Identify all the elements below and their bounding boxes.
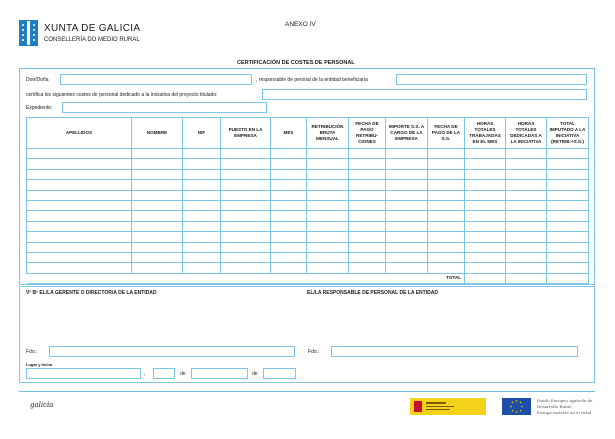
col-mes: MES — [271, 118, 307, 149]
table-cell[interactable] — [428, 180, 465, 190]
table-cell[interactable] — [307, 252, 349, 262]
table-cell[interactable] — [271, 159, 307, 169]
gerente-fdo-label: Fdo.: — [26, 349, 38, 355]
place-field[interactable] — [26, 368, 141, 379]
table-cell[interactable] — [428, 242, 465, 252]
table-cell[interactable] — [386, 200, 428, 210]
table-cell[interactable] — [428, 232, 465, 242]
table-cell[interactable] — [428, 252, 465, 262]
table-row — [27, 149, 589, 159]
table-cell[interactable] — [465, 180, 506, 190]
table-cell[interactable] — [221, 252, 271, 262]
table-cell[interactable] — [271, 190, 307, 200]
table-cell[interactable] — [271, 180, 307, 190]
table-cell[interactable] — [221, 232, 271, 242]
don-field[interactable] — [60, 74, 252, 85]
eu-flag-icon — [502, 398, 531, 415]
table-cell[interactable] — [27, 159, 132, 169]
table-cell[interactable] — [386, 169, 428, 179]
table-cell[interactable] — [386, 242, 428, 252]
table-cell[interactable] — [386, 221, 428, 231]
galicia-logo: galicia — [30, 401, 54, 409]
place-date-label: Lugar y fecha — [26, 362, 53, 367]
table-row — [27, 159, 589, 169]
table-cell[interactable] — [183, 180, 221, 190]
table-cell[interactable] — [271, 169, 307, 179]
table-row — [27, 169, 589, 179]
table-cell[interactable] — [428, 221, 465, 231]
total-label: TOTAL — [27, 273, 465, 283]
table-cell[interactable] — [428, 200, 465, 210]
table-cell[interactable] — [386, 252, 428, 262]
total-cell[interactable] — [506, 273, 547, 283]
don-label: Don/Doña — [26, 77, 49, 83]
table-cell[interactable] — [183, 190, 221, 200]
table-cell[interactable] — [465, 200, 506, 210]
table-cell[interactable] — [349, 211, 386, 221]
table-cell[interactable] — [349, 149, 386, 159]
table-cell[interactable] — [132, 190, 183, 200]
table-cell[interactable] — [307, 190, 349, 200]
table-cell[interactable] — [307, 169, 349, 179]
table-cell[interactable] — [506, 252, 547, 262]
table-cell[interactable] — [547, 263, 589, 273]
table-cell[interactable] — [547, 169, 589, 179]
table-cell[interactable] — [132, 180, 183, 190]
table-cell[interactable] — [349, 200, 386, 210]
table-cell[interactable] — [183, 159, 221, 169]
comma-label: , — [144, 371, 146, 377]
table-cell[interactable] — [183, 169, 221, 179]
table-cell[interactable] — [386, 263, 428, 273]
dept-name: CONSELLERÍA DO MEDIO RURAL — [44, 37, 140, 43]
table-cell[interactable] — [221, 180, 271, 190]
gerente-fdo-field[interactable] — [49, 346, 295, 357]
table-cell[interactable] — [27, 211, 132, 221]
responsable-fdo-label: Fdo.: — [308, 349, 320, 355]
table-cell[interactable] — [547, 232, 589, 242]
table-cell[interactable] — [386, 149, 428, 159]
annex-label: ANEXO IV — [285, 21, 316, 28]
table-cell[interactable] — [428, 169, 465, 179]
table-cell[interactable] — [271, 221, 307, 231]
table-cell[interactable] — [506, 180, 547, 190]
table-row — [27, 242, 589, 252]
total-cell[interactable] — [547, 273, 589, 283]
table-cell[interactable] — [307, 149, 349, 159]
col-horas-mes: HORAS TOTALES TRABAJADAS EN EL MES — [465, 118, 506, 149]
table-cell[interactable] — [132, 221, 183, 231]
table-cell[interactable] — [386, 190, 428, 200]
year-field[interactable] — [263, 368, 296, 379]
col-puesto: PUESTO EN LA EMPRESA — [221, 118, 271, 149]
table-cell[interactable] — [27, 252, 132, 262]
table-row — [27, 200, 589, 210]
table-cell[interactable] — [506, 200, 547, 210]
table-cell[interactable] — [349, 252, 386, 262]
table-cell[interactable] — [506, 242, 547, 252]
table-cell[interactable] — [547, 180, 589, 190]
table-cell[interactable] — [271, 149, 307, 159]
table-cell[interactable] — [506, 159, 547, 169]
table-cell[interactable] — [349, 190, 386, 200]
table-row — [27, 180, 589, 190]
table-cell[interactable] — [27, 263, 132, 273]
table-cell[interactable] — [428, 211, 465, 221]
table-cell[interactable] — [27, 200, 132, 210]
col-retribucion: RETRIBUCIÓN BRUTA MENSUAL — [307, 118, 349, 149]
responsible-label: , responsable de persoal de la entidad beneficiaria — [256, 77, 368, 83]
table-cell[interactable] — [465, 252, 506, 262]
file-field[interactable] — [62, 102, 267, 113]
table-cell[interactable] — [27, 190, 132, 200]
table-cell[interactable] — [27, 149, 132, 159]
table-cell[interactable] — [465, 263, 506, 273]
col-importe-ss: IMPORTE S.S. A CARGO DE LA EMPRESA — [386, 118, 428, 149]
table-cell[interactable] — [183, 242, 221, 252]
table-cell[interactable] — [349, 242, 386, 252]
table-cell[interactable] — [386, 232, 428, 242]
table-cell[interactable] — [183, 221, 221, 231]
table-cell[interactable] — [465, 169, 506, 179]
eu-fund-text-1: Fondo Europeo Agrícola de — [537, 398, 593, 403]
certifies-label: certifica los siguientes costes de personal dedicado a la iniciativa del proyecto titulado: — [26, 92, 218, 98]
table-cell[interactable] — [307, 242, 349, 252]
table-cell[interactable] — [183, 252, 221, 262]
table-cell[interactable] — [132, 232, 183, 242]
table-cell[interactable] — [183, 211, 221, 221]
table-cell[interactable] — [183, 263, 221, 273]
table-cell[interactable] — [547, 252, 589, 262]
col-fecha-pago-ss: FECHA DE PAGO DE LA S.S. — [428, 118, 465, 149]
table-cell[interactable] — [465, 221, 506, 231]
col-fecha-pago-retrib: FECHA DE PAGO RETRIBU-CIONES — [349, 118, 386, 149]
table-header-row — [27, 118, 589, 149]
de-label-2: de — [252, 371, 258, 377]
table-cell[interactable] — [465, 149, 506, 159]
footer-rule — [19, 391, 595, 392]
table-cell[interactable] — [27, 221, 132, 231]
table-cell[interactable] — [307, 211, 349, 221]
table-cell[interactable] — [349, 263, 386, 273]
table-cell[interactable] — [349, 221, 386, 231]
table-cell[interactable] — [221, 211, 271, 221]
table-cell[interactable] — [506, 190, 547, 200]
table-row — [27, 252, 589, 262]
table-cell[interactable] — [271, 211, 307, 221]
table-cell[interactable] — [307, 221, 349, 231]
costs-table — [26, 117, 589, 284]
table-cell[interactable] — [349, 180, 386, 190]
table-row — [27, 211, 589, 221]
table-cell[interactable] — [465, 190, 506, 200]
table-cell[interactable] — [349, 159, 386, 169]
table-cell[interactable] — [428, 159, 465, 169]
table-cell[interactable] — [547, 159, 589, 169]
table-cell[interactable] — [221, 190, 271, 200]
org-name: XUNTA DE GALICIA — [44, 23, 141, 34]
table-cell[interactable] — [465, 159, 506, 169]
table-cell[interactable] — [183, 232, 221, 242]
day-field[interactable] — [153, 368, 175, 379]
table-cell[interactable] — [132, 242, 183, 252]
col-total-imputado: TOTAL IMPUTADO A LA INICIATIVA (RETRIB.+S.S.) — [547, 118, 589, 149]
table-cell[interactable] — [307, 232, 349, 242]
table-cell[interactable] — [271, 232, 307, 242]
table-cell[interactable] — [221, 221, 271, 231]
table-cell[interactable] — [183, 149, 221, 159]
xunta-logo-icon — [19, 20, 38, 46]
table-cell[interactable] — [506, 211, 547, 221]
table-cell[interactable] — [132, 200, 183, 210]
file-label: Expediente: — [26, 105, 53, 111]
table-cell[interactable] — [506, 169, 547, 179]
col-apellidos: APELLIDOS — [27, 118, 132, 149]
table-cell[interactable] — [428, 263, 465, 273]
table-cell[interactable] — [132, 263, 183, 273]
table-cell[interactable] — [506, 263, 547, 273]
table-cell[interactable] — [428, 149, 465, 159]
table-cell[interactable] — [221, 169, 271, 179]
table-cell[interactable] — [183, 200, 221, 210]
table-cell[interactable] — [221, 242, 271, 252]
table-cell[interactable] — [132, 211, 183, 221]
project-field[interactable] — [262, 89, 587, 100]
table-cell[interactable] — [221, 159, 271, 169]
col-horas-iniciativa: HORAS TOTALES DEDICADAS A LA INICIATIVA — [506, 118, 547, 149]
table-cell[interactable] — [27, 232, 132, 242]
de-label-1: de — [180, 371, 186, 377]
table-cell[interactable] — [506, 232, 547, 242]
table-cell[interactable] — [465, 232, 506, 242]
total-row — [27, 273, 589, 283]
table-cell[interactable] — [547, 221, 589, 231]
table-cell[interactable] — [27, 242, 132, 252]
eu-fund-text-3: Europa invierte en el rural — [537, 410, 592, 415]
table-cell[interactable] — [465, 211, 506, 221]
responsable-fdo-field[interactable] — [331, 346, 578, 357]
table-cell[interactable] — [271, 242, 307, 252]
table-cell[interactable] — [27, 169, 132, 179]
table-cell[interactable] — [428, 190, 465, 200]
table-row — [27, 232, 589, 242]
col-nombre: NOMBRE — [132, 118, 183, 149]
table-cell[interactable] — [132, 169, 183, 179]
table-cell[interactable] — [506, 221, 547, 231]
table-cell[interactable] — [547, 190, 589, 200]
table-cell[interactable] — [349, 169, 386, 179]
table-cell[interactable] — [506, 149, 547, 159]
table-cell[interactable] — [271, 263, 307, 273]
table-cell[interactable] — [132, 252, 183, 262]
entity-field[interactable] — [396, 74, 587, 85]
gerente-title: Vº Bº EL/LA GERENTE O DIRECTOR/A DE LA ENTIDAD — [26, 290, 157, 296]
table-cell[interactable] — [386, 180, 428, 190]
table-cell[interactable] — [547, 211, 589, 221]
table-row — [27, 190, 589, 200]
table-cell[interactable] — [221, 149, 271, 159]
table-cell[interactable] — [349, 232, 386, 242]
month-field[interactable] — [191, 368, 248, 379]
table-cell[interactable] — [547, 200, 589, 210]
table-cell[interactable] — [221, 263, 271, 273]
responsable-title: EL/LA RESPONSABLE DE PERSONAL DE LA ENTIDAD — [307, 290, 438, 296]
table-cell[interactable] — [547, 242, 589, 252]
table-cell[interactable] — [132, 149, 183, 159]
table-cell[interactable] — [307, 263, 349, 273]
table-cell[interactable] — [271, 252, 307, 262]
table-cell[interactable] — [547, 149, 589, 159]
table-row — [27, 221, 589, 231]
table-cell[interactable] — [465, 242, 506, 252]
col-nif: NIF — [183, 118, 221, 149]
table-row — [27, 263, 589, 273]
table-cell[interactable] — [221, 200, 271, 210]
table-cell[interactable] — [386, 159, 428, 169]
form-title: CERTIFICACIÓN DE COSTES DE PERSONAL — [237, 60, 355, 66]
table-cell[interactable] — [132, 159, 183, 169]
table-cell[interactable] — [271, 200, 307, 210]
table-cell[interactable] — [386, 211, 428, 221]
eu-fund-text-2: Desarrollo Rural: — [537, 404, 572, 409]
table-cell[interactable] — [27, 180, 132, 190]
spain-government-logo — [410, 398, 486, 415]
table-cell[interactable] — [307, 200, 349, 210]
total-cell[interactable] — [465, 273, 506, 283]
table-cell[interactable] — [307, 159, 349, 169]
table-cell[interactable] — [307, 180, 349, 190]
